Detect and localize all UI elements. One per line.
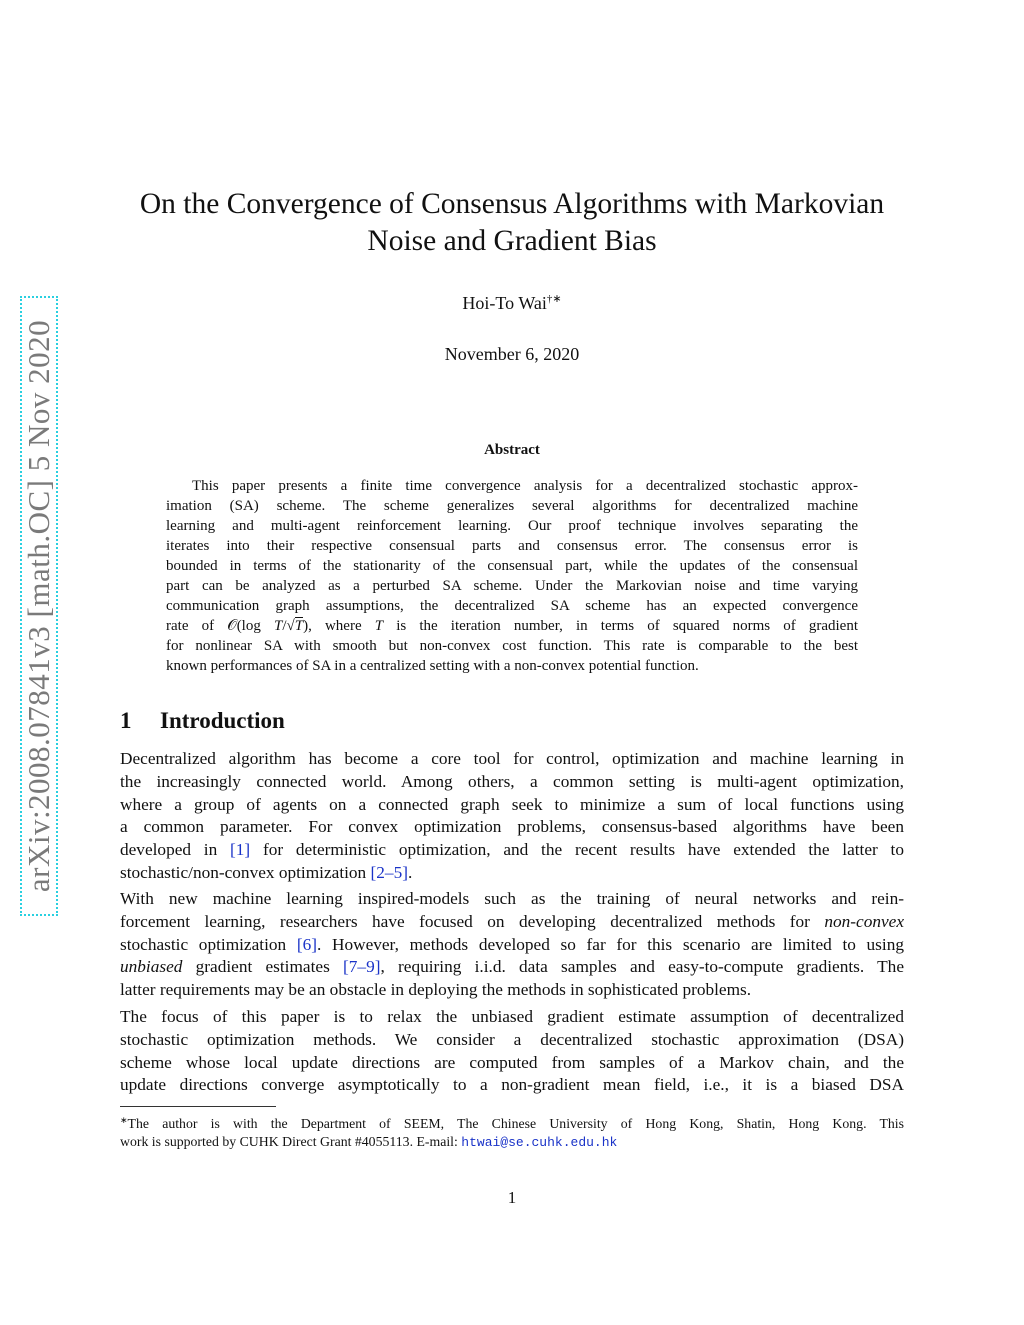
abstract-line: bounded in terms of the stationarity of the consensual part, while the updates of the consensual (166, 558, 858, 574)
abstract-line: part can be analyzed as a perturbed SA scheme. Under the Markovian noise and time varying (166, 578, 858, 594)
footnote-line (120, 1133, 904, 1152)
paragraph-line: latter requirements may be an obstacle in deploying the methods in sophisticated problems. (120, 980, 752, 1000)
rate-text: rate of (166, 618, 228, 634)
text: gradient estimates (182, 957, 344, 977)
abstract-line: iterates into their respective consensual parts and consensus error. The consensus error is (166, 538, 858, 554)
paragraph-line (120, 862, 904, 885)
rate-text: , where (308, 618, 375, 634)
rate-log: (log (236, 618, 274, 634)
citation-link[interactable]: [7–9] (343, 957, 381, 977)
author-affiliation-marks: †∗ (546, 293, 562, 305)
footnote-divider (120, 1106, 276, 1107)
abstract-line: known performances of SA in a centralized setting with a non-convex potential function. (166, 658, 699, 674)
citation-link[interactable]: [1] (230, 840, 251, 860)
paragraph-line (120, 956, 904, 979)
abstract-line: learning and multi-agent reinforcement learning. Our proof technique involves separating the (166, 518, 858, 534)
paragraph-line (120, 934, 904, 957)
citation-link[interactable]: [6] (296, 934, 317, 954)
text: The author is with the Department of SEEM, The Chinese University of Hong Kong, Shatin, Hong Kong. This (127, 1116, 904, 1131)
author-name: Hoi-To Wai (462, 293, 547, 313)
paragraph-line (120, 911, 904, 934)
math-variable-t: T (294, 618, 304, 634)
paragraph-line: stochastic optimization methods. We consider a decentralized stochastic approximation (DSA) (120, 1029, 904, 1049)
author-line (120, 292, 904, 314)
paragraph-line: With new machine learning inspired-models such as the training of neural networks and rein- (120, 889, 904, 908)
paragraph-line (120, 839, 904, 862)
text: work is supported by CUHK Direct Grant #4055113. E-mail: (120, 1134, 462, 1149)
math-variable-t: T (374, 618, 384, 634)
arxiv-side-stamp[interactable] (20, 296, 58, 916)
text: stochastic/non-convex optimization (120, 862, 371, 882)
email-link[interactable]: htwai@se.cuhk.edu.hk (461, 1135, 618, 1150)
footnote-line (120, 1111, 904, 1133)
paper-title (120, 186, 904, 260)
paragraph-line: where a group of agents on a connected graph seek to minimize a sum of local functions using (120, 794, 904, 814)
abstract-line: This paper presents a finite time convergence analysis for a decentralized stochastic approx- (192, 478, 858, 494)
paper-date: November 6, 2020 (444, 344, 580, 364)
intro-paragraph-3 (120, 1006, 904, 1097)
section-heading (120, 708, 285, 734)
footnote (120, 1111, 904, 1152)
paragraph-line: update directions converge asymptotically to a non-gradient mean field, i.e., it is a biased DSA (120, 1075, 904, 1095)
emphasis: non-convex (824, 911, 904, 931)
rate-text: is the iteration number, in terms of squared norms of gradient (383, 618, 858, 634)
big-o-symbol: 𝒪 (227, 618, 237, 634)
abstract-line: communication graph assumptions, the decentralized SA scheme has an expected convergence (166, 598, 858, 614)
arxiv-identifier[interactable]: arXiv:2008.07841v3 [math.OC] 5 Nov 2020 (21, 319, 56, 893)
text: . (407, 862, 413, 882)
page-number: 1 (507, 1188, 517, 1207)
text: forcement learning, researchers have focused on developing decentralized methods for (120, 911, 825, 931)
paragraph-line: the increasingly connected world. Among others, a common setting is multi-agent optimization, (120, 771, 904, 791)
abstract-line: imation (SA) scheme. The scheme generalizes several algorithms for decentralized machine (166, 498, 858, 514)
text: . However, methods developed so far for this scenario are limited to using (316, 934, 904, 954)
rate-slash: / (282, 618, 287, 634)
emphasis: unbiased (120, 957, 183, 977)
footnote-mark: ∗ (120, 1115, 128, 1125)
paragraph-line: scheme whose local update directions are computed from samples of a Markov chain, and the (120, 1052, 904, 1072)
sqrt-symbol: √ (286, 618, 295, 634)
citation-link[interactable]: [2–5] (370, 862, 408, 882)
paragraph-line: The focus of this paper is to relax the unbiased gradient estimate assumption of decentralized (120, 1007, 904, 1026)
text: developed in (120, 840, 231, 860)
paragraph-line: Decentralized algorithm has become a core tool for control, optimization and machine learning in (120, 749, 904, 768)
text: , requiring i.i.d. data samples and easy-to-compute gradients. The (380, 957, 904, 977)
abstract-heading: Abstract (484, 442, 540, 458)
intro-paragraph-1 (120, 748, 904, 885)
abstract-rate-line (166, 616, 858, 636)
text: for deterministic optimization, and the recent results have extended the latter to (250, 840, 904, 860)
text: stochastic optimization (120, 934, 297, 954)
title-line: Noise and Gradient Bias (367, 225, 657, 257)
paragraph-line: a common parameter. For convex optimization problems, consensus-based algorithms have been (120, 817, 904, 837)
intro-paragraph-2 (120, 888, 904, 1002)
math-variable-t: T (273, 618, 283, 634)
title-line: On the Convergence of Consensus Algorithms with Markovian (139, 188, 885, 220)
rate-close-paren: ) (303, 618, 309, 634)
abstract-line: for nonlinear SA with smooth but non-convex cost function. This rate is comparable to the best (166, 638, 858, 654)
abstract-body (166, 476, 858, 676)
section-title: Introduction (160, 708, 285, 733)
section-number: 1 (120, 708, 132, 733)
